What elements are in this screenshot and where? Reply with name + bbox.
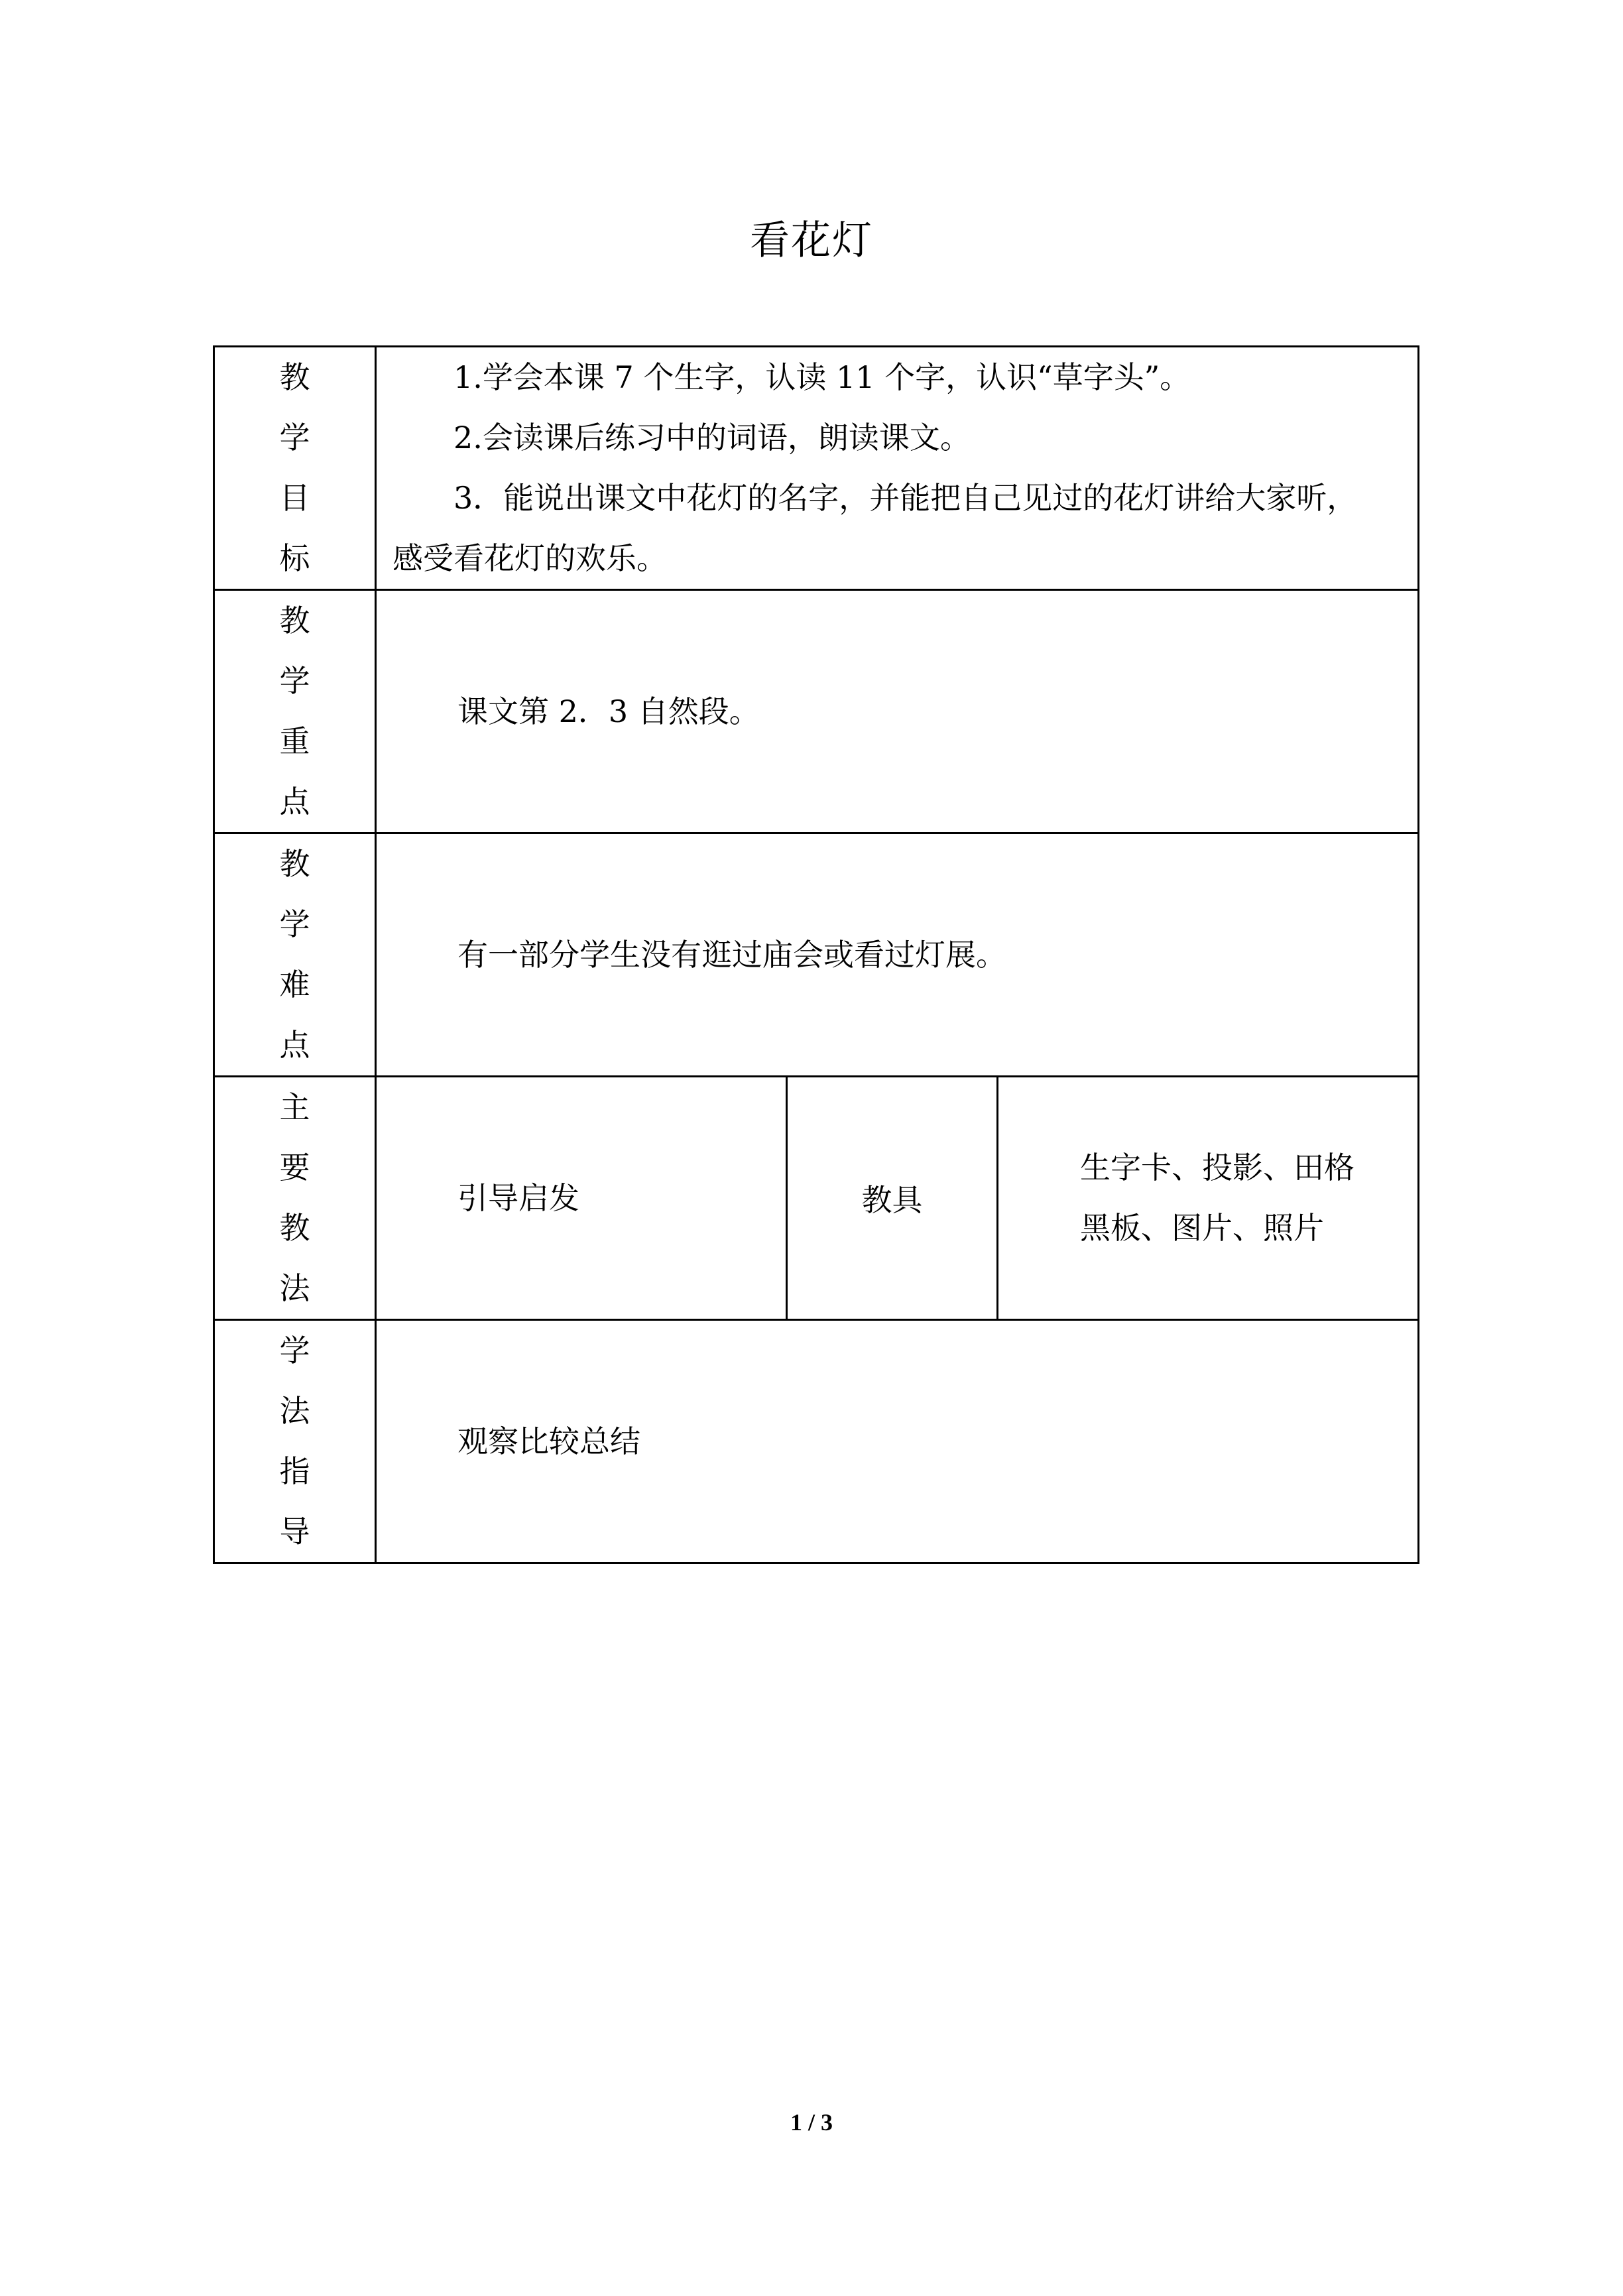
label-char: 重 bbox=[279, 723, 310, 759]
label-char: 教 bbox=[279, 603, 310, 638]
row-learning-guidance bbox=[214, 1320, 1419, 1563]
label-char: 教 bbox=[279, 1210, 310, 1246]
label-char: 标 bbox=[279, 540, 310, 576]
equipment-label: 教具 bbox=[787, 1077, 998, 1320]
objective-line-1: 1.学会本课 7 个生字，认读 11 个字，认识“草字头”。 bbox=[453, 359, 1191, 395]
equipment-line-2: 黑板、图片、照片 bbox=[1080, 1210, 1324, 1246]
row-objectives bbox=[214, 347, 1419, 590]
label-char: 学 bbox=[279, 1333, 310, 1368]
learning-guidance-label bbox=[214, 1320, 376, 1563]
lesson-plan-table bbox=[213, 345, 1419, 1564]
difficulties-label bbox=[214, 833, 376, 1077]
label-char: 法 bbox=[279, 1393, 310, 1429]
label-char: 主 bbox=[279, 1089, 310, 1125]
key-points-label bbox=[214, 590, 376, 833]
objectives-label bbox=[214, 347, 376, 590]
methods-label bbox=[214, 1077, 376, 1320]
label-char: 学 bbox=[279, 420, 310, 455]
row-difficulties bbox=[214, 833, 1419, 1077]
learning-guidance-content: 观察比较总结 bbox=[376, 1320, 1419, 1563]
label-char: 导 bbox=[279, 1514, 310, 1549]
label-char: 法 bbox=[279, 1270, 310, 1306]
document-title: 看花灯 bbox=[750, 217, 873, 264]
objective-line-3: 3．能说出课文中花灯的名字，并能把自己见过的花灯讲给大家听， bbox=[453, 480, 1358, 516]
objective-line-2: 2.会读课后练习中的词语，朗读课文。 bbox=[453, 420, 971, 455]
key-points-content: 课文第 2．3 自然段。 bbox=[376, 590, 1419, 833]
label-char: 指 bbox=[279, 1453, 310, 1489]
label-char: 学 bbox=[279, 906, 310, 942]
label-char: 目 bbox=[279, 480, 310, 516]
difficulties-content: 有一部分学生没有逛过庙会或看过灯展。 bbox=[376, 833, 1419, 1077]
equipment-line-1: 生字卡、投影、田格 bbox=[1080, 1150, 1354, 1185]
row-key-points bbox=[214, 590, 1419, 833]
objective-line-3-continued: 感受看花灯的欢乐。 bbox=[392, 540, 667, 576]
methods-content: 引导启发 bbox=[376, 1077, 787, 1320]
label-char: 学 bbox=[279, 663, 310, 699]
row-methods bbox=[214, 1077, 1419, 1320]
label-char: 教 bbox=[279, 359, 310, 395]
label-char: 难 bbox=[279, 967, 310, 1002]
equipment-content bbox=[998, 1077, 1419, 1320]
label-char: 教 bbox=[279, 846, 310, 882]
objectives-content bbox=[376, 347, 1419, 590]
label-char: 点 bbox=[279, 1027, 310, 1063]
label-char: 点 bbox=[279, 784, 310, 819]
label-char: 要 bbox=[279, 1150, 310, 1185]
page-indicator: 1 / 3 bbox=[790, 2109, 833, 2136]
